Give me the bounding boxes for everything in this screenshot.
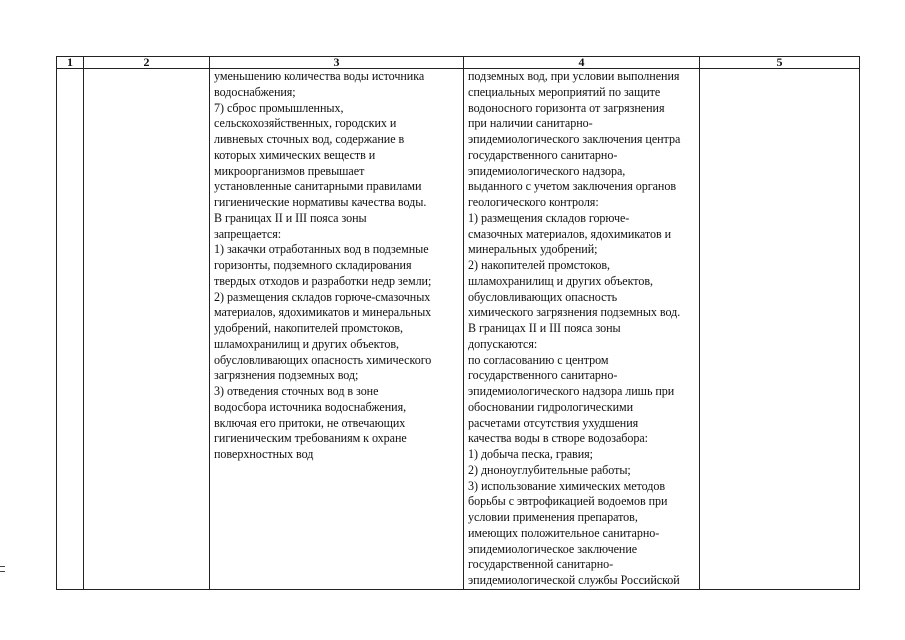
- text-line: 3) использование химических методов: [468, 478, 666, 493]
- text-line: 2) размещения складов горюче-смазочных: [214, 289, 431, 304]
- column-3-text: [210, 69, 463, 463]
- text-line: подземных вод, при условии выполнения: [468, 69, 680, 83]
- column-header-1: 1: [57, 57, 84, 69]
- text-line: эпидемиологического надзора лишь при: [468, 384, 675, 398]
- text-line: гигиенические нормативы качества воды.: [214, 195, 427, 209]
- text-line: расчетами отсутствия ухудшения: [468, 415, 639, 430]
- text-line: условии применения препаратов,: [468, 510, 638, 524]
- text-line: выданного с учетом заключения органов: [468, 179, 676, 194]
- text-line: удобрений, накопителей промстоков,: [214, 321, 404, 335]
- text-line: государственного санитарно-: [468, 147, 618, 162]
- text-line: 7) сброс промышленных,: [214, 100, 344, 115]
- column-header-3: 3: [210, 57, 464, 69]
- text-line: смазочных материалов, ядохимикатов и: [468, 226, 672, 241]
- text-line: эпидемиологической службы Российской: [468, 573, 680, 587]
- text-line: обусловливающих опасность: [468, 289, 618, 304]
- text-line: по согласованию с центром: [468, 352, 609, 367]
- text-line: горизонты, подземного складирования: [214, 258, 412, 272]
- text-line: водосбора источника водоснабжения,: [214, 399, 407, 414]
- text-line: поверхностных вод: [214, 447, 314, 461]
- text-line: В границах II и III пояса зоны: [214, 210, 367, 225]
- text-line: 2) накопителей промстоков,: [468, 258, 611, 272]
- text-line: В границах II и III пояса зоны: [468, 321, 621, 335]
- text-line: уменьшению количества воды источника: [214, 69, 425, 83]
- text-line: эпидемиологического надзора,: [468, 163, 626, 178]
- text-line: геологического контроля:: [468, 195, 599, 209]
- text-line: водоснабжения;: [214, 84, 296, 99]
- text-line: шламохранилищ и других объектов,: [468, 273, 653, 288]
- text-line: микроорганизмов превышает: [214, 163, 365, 178]
- text-line: твердых отходов и разработки недр земли;: [214, 273, 432, 288]
- text-line: материалов, ядохимикатов и минеральных: [214, 305, 432, 320]
- text-line: 2) дноноуглубительные работы;: [468, 462, 631, 477]
- text-line: 1) размещения складов горюче-: [468, 210, 630, 225]
- text-line: допускаются:: [468, 336, 538, 351]
- page-edge-mark: [0, 566, 5, 572]
- column-2-cell: [84, 69, 210, 590]
- text-line: установленные санитарными правилами: [214, 179, 422, 194]
- text-line: 3) отведения сточных вод в зоне: [214, 384, 379, 398]
- text-line: обосновании гидрологическими: [468, 399, 634, 414]
- text-line: имеющих положительное санитарно-: [468, 525, 660, 540]
- text-line: 1) закачки отработанных вод в подземные: [214, 242, 429, 257]
- text-line: государственного санитарно-: [468, 368, 618, 383]
- text-line: эпидемиологическое заключение: [468, 541, 638, 556]
- document-table: [56, 56, 860, 590]
- text-line: ливневых сточных вод, содержание в: [214, 132, 405, 146]
- text-line: которых химических веществ и: [214, 147, 376, 162]
- column-5-cell: [700, 69, 860, 590]
- column-4-text: [464, 69, 699, 589]
- text-line: сельскохозяйственных, городских и: [214, 116, 397, 131]
- text-line: качества воды в створе водозабора:: [468, 431, 648, 446]
- column-header-4: 4: [464, 57, 700, 69]
- header-row: [57, 57, 860, 69]
- text-line: шламохранилищ и других объектов,: [214, 336, 399, 351]
- text-line: обусловливающих опасность химического: [214, 352, 432, 367]
- column-header-5: 5: [700, 57, 860, 69]
- text-line: при наличии санитарно-: [468, 116, 593, 131]
- text-line: 1) добыча песка, гравия;: [468, 447, 593, 461]
- text-line: включая его притоки, не отвечающих: [214, 415, 406, 430]
- text-line: минеральных удобрений;: [468, 242, 598, 257]
- text-line: запрещается:: [214, 226, 282, 241]
- text-line: химического загрязнения подземных вод.: [468, 305, 681, 320]
- text-line: эпидемиологического заключения центра: [468, 132, 681, 146]
- text-line: борьбы с эвтрофикацией водоемов при: [468, 494, 668, 509]
- text-line: загрязнения подземных вод;: [214, 368, 359, 383]
- column-4-cell: [464, 69, 700, 590]
- column-3-cell: [210, 69, 464, 590]
- text-line: государственной санитарно-: [468, 557, 614, 572]
- column-header-2: 2: [84, 57, 210, 69]
- text-line: гигиеническим требованиям к охране: [214, 431, 407, 446]
- content-row: [57, 69, 860, 590]
- text-line: водоносного горизонта от загрязнения: [468, 100, 665, 115]
- text-line: специальных мероприятий по защите: [468, 84, 661, 99]
- column-1-cell: [57, 69, 84, 590]
